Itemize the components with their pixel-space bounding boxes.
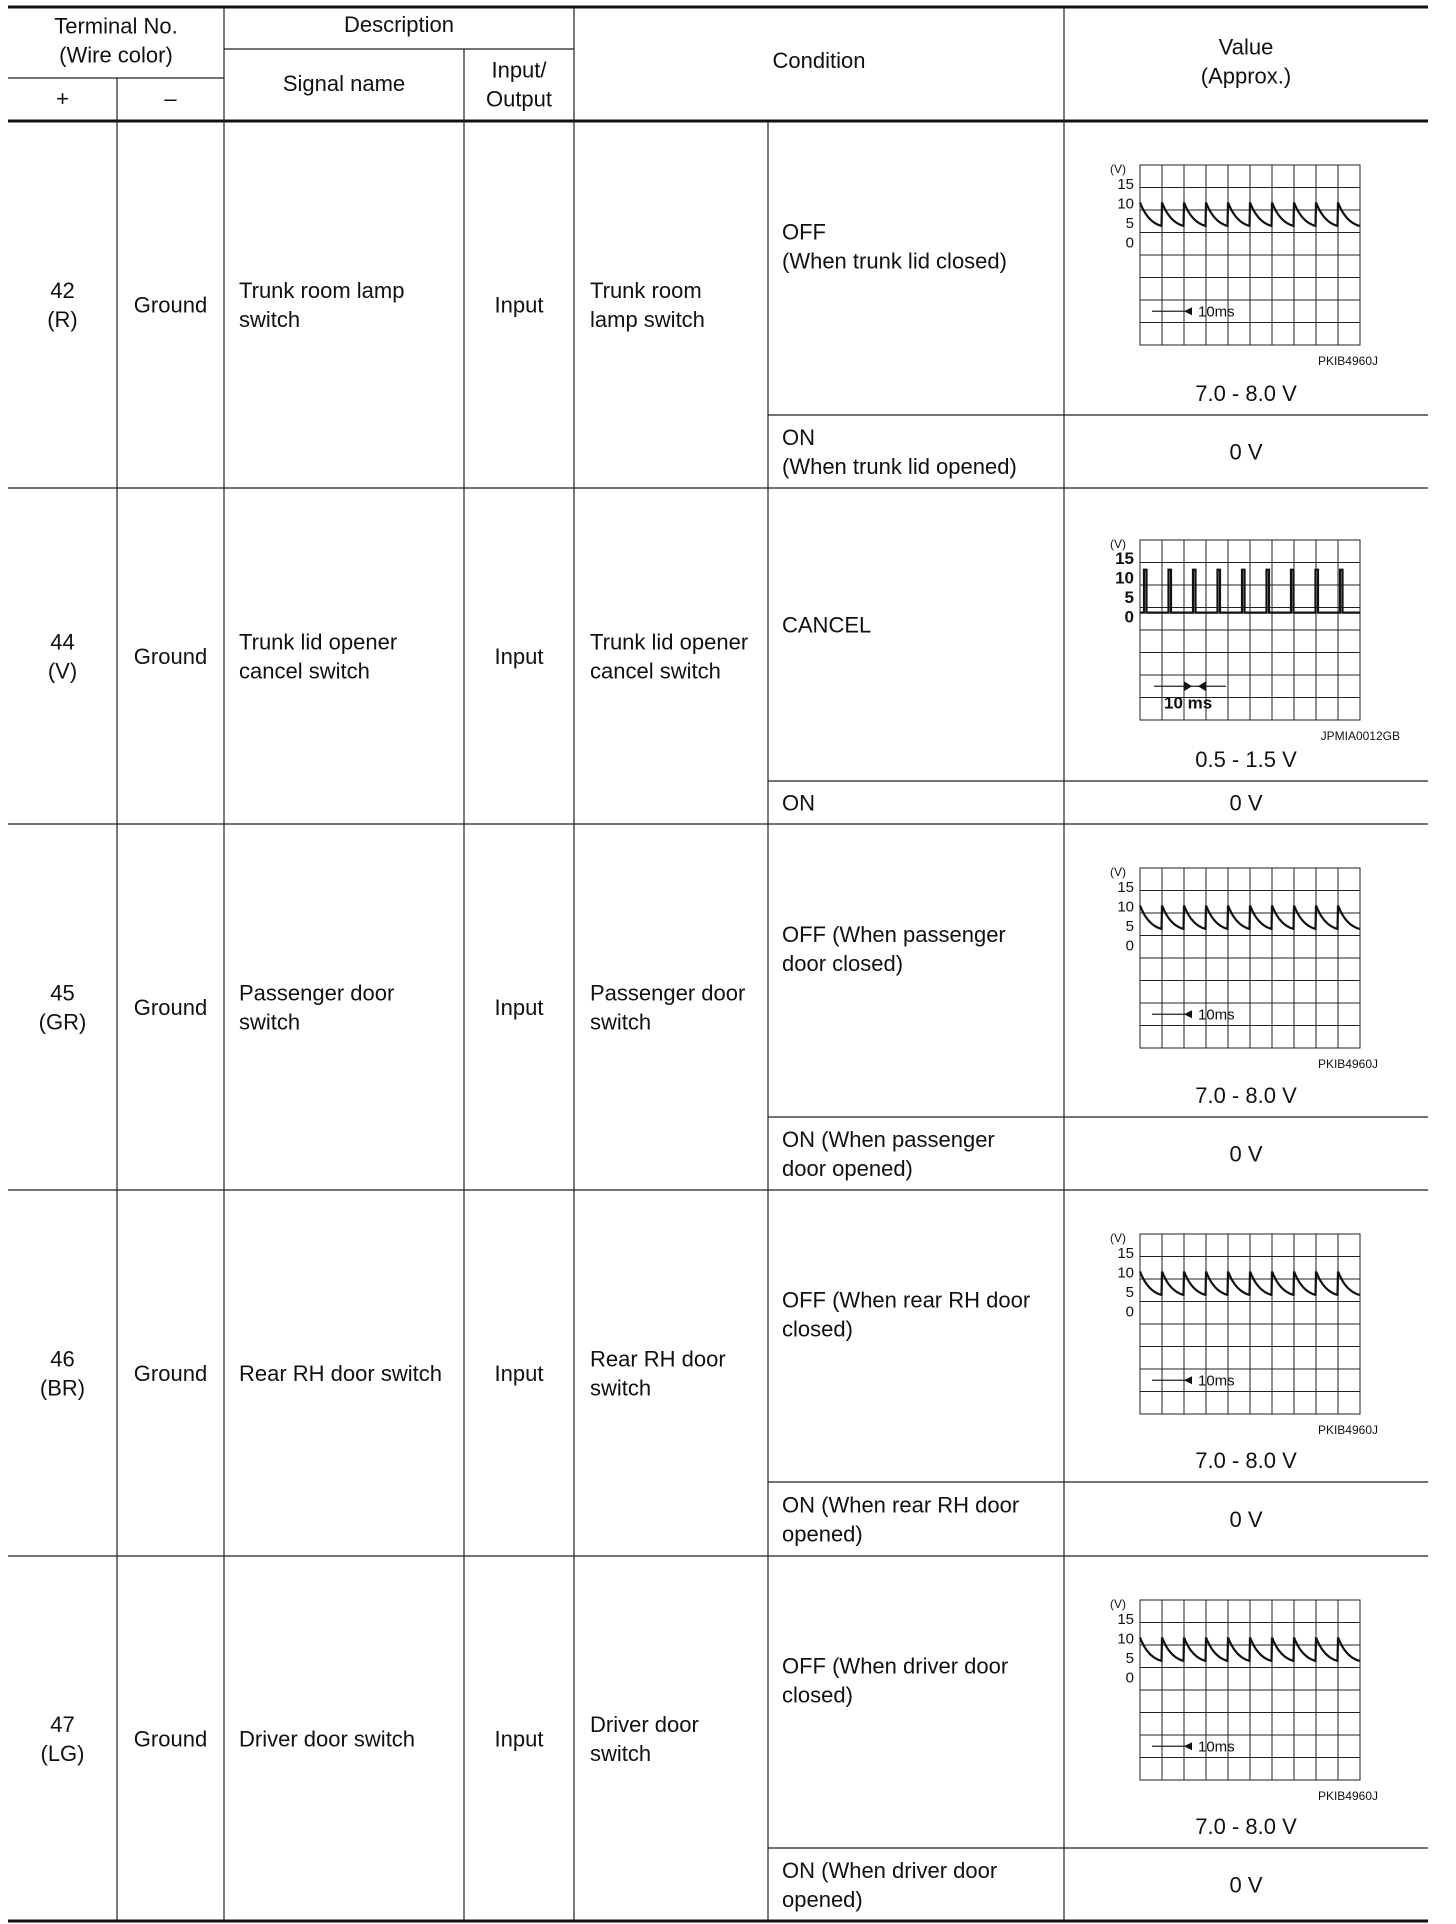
terminal-number: 45 <box>50 980 75 1006</box>
terminal-number: 47 <box>50 1712 75 1737</box>
ground-label: Ground <box>133 1726 208 1752</box>
scope-axis-tick: 5 <box>1125 1284 1134 1301</box>
io-label: Input <box>494 292 544 318</box>
condition-off: CANCEL <box>782 612 872 638</box>
condition-name: Trunk lid opener <box>590 629 749 655</box>
off-value: 7.0 - 8.0 V <box>1195 1448 1297 1473</box>
signal-name: cancel switch <box>239 658 370 684</box>
oscilloscope-graph <box>1140 165 1360 345</box>
condition-name: switch <box>590 1741 652 1766</box>
ground-label: Ground <box>133 995 208 1020</box>
scope-axis-tick: 15 <box>1117 176 1134 193</box>
signal-name: switch <box>239 307 301 332</box>
figure-code: PKIB4960J <box>1317 1423 1378 1437</box>
oscilloscope-graph <box>1140 1234 1360 1414</box>
scope-axis-tick: 10 <box>1117 1264 1134 1282</box>
header-terminal-no: (Wire color) <box>59 42 173 68</box>
io-label: Input <box>494 1726 544 1752</box>
scope-time-arrow <box>1184 1742 1192 1750</box>
condition-name: Rear RH door <box>590 1346 726 1372</box>
header-input-output: Input/ <box>491 57 547 83</box>
scope-time-label: 10ms <box>1198 1738 1235 1756</box>
scope-axis-tick: 10 <box>1117 195 1134 213</box>
scope-time-label: 10ms <box>1198 1372 1235 1390</box>
condition-name: switch <box>590 1375 652 1401</box>
scope-axis-tick: 10 <box>1117 898 1134 916</box>
scope-axis-tick: 10 <box>1115 568 1134 588</box>
scope-waveform <box>1140 906 1360 929</box>
scope-voltage-unit: (V) <box>1110 1597 1126 1611</box>
condition-name: cancel switch <box>590 658 721 684</box>
condition-on: ON (When driver door <box>782 1858 998 1883</box>
condition-name: lamp switch <box>590 307 705 332</box>
header-value: (Approx.) <box>1200 63 1292 89</box>
terminal-number: 46 <box>50 1346 75 1372</box>
figure-code: PKIB4960J <box>1317 1789 1378 1803</box>
scope-voltage-unit: (V) <box>1110 537 1126 551</box>
scope-time-arrow <box>1184 1010 1192 1018</box>
scope-axis-tick: 0 <box>1125 234 1134 252</box>
oscilloscope-graph <box>1140 1600 1360 1780</box>
figure-code: PKIB4960J <box>1317 354 1378 368</box>
on-value: 0 V <box>1229 1141 1263 1167</box>
signal-name: Rear RH door switch <box>239 1361 442 1386</box>
scope-axis-tick: 15 <box>1115 549 1134 568</box>
condition-name: Passenger door <box>590 980 746 1006</box>
terminal-number: 44 <box>50 629 75 655</box>
terminal-number: (R) <box>47 307 78 332</box>
scope-axis-tick: 5 <box>1125 215 1134 232</box>
scope-axis-tick: 0 <box>1125 1669 1134 1687</box>
figure-code: JPMIA0012GB <box>1320 729 1400 743</box>
scope-voltage-unit: (V) <box>1110 162 1126 176</box>
scope-axis-tick: 5 <box>1125 918 1134 935</box>
header-condition: Condition <box>772 48 866 73</box>
ground-label: Ground <box>133 1361 208 1386</box>
scope-time-arrow <box>1198 681 1206 691</box>
figure-code: PKIB4960J <box>1317 1057 1378 1071</box>
terminal-number: (LG) <box>40 1741 85 1766</box>
condition-off: closed) <box>782 1316 853 1342</box>
off-value: 7.0 - 8.0 V <box>1195 381 1297 406</box>
signal-name: switch <box>239 1009 301 1035</box>
condition-on: (When trunk lid opened) <box>782 454 1017 479</box>
scope-axis-tick: 15 <box>1117 1611 1134 1628</box>
condition-off: OFF (When rear RH door <box>782 1287 1031 1313</box>
signal-name: Trunk room lamp <box>239 278 405 303</box>
scope-time-arrow <box>1184 681 1192 691</box>
scope-axis-tick: 5 <box>1124 588 1134 607</box>
on-value: 0 V <box>1229 790 1263 816</box>
condition-name: Driver door <box>590 1712 699 1737</box>
io-label: Input <box>494 644 544 669</box>
off-value: 7.0 - 8.0 V <box>1195 1814 1297 1839</box>
scope-axis-tick: 5 <box>1125 1650 1134 1667</box>
condition-name: Trunk room <box>590 278 702 303</box>
scope-waveform <box>1140 203 1360 226</box>
scope-voltage-unit: (V) <box>1110 865 1126 879</box>
oscilloscope-graph <box>1140 868 1360 1048</box>
on-value: 0 V <box>1229 439 1263 465</box>
ground-label: Ground <box>133 644 208 669</box>
off-value: 7.0 - 8.0 V <box>1195 1083 1297 1108</box>
header-terminal-no: Terminal No. <box>54 13 178 39</box>
header-value: Value <box>1218 34 1274 60</box>
scope-time-label: 10 ms <box>1164 693 1213 713</box>
condition-name: switch <box>590 1009 652 1035</box>
condition-off: (When trunk lid closed) <box>782 248 1007 274</box>
off-value: 0.5 - 1.5 V <box>1195 747 1297 772</box>
terminal-number: (BR) <box>39 1375 86 1401</box>
scope-voltage-unit: (V) <box>1110 1231 1126 1245</box>
signal-name: Trunk lid opener <box>239 629 398 655</box>
condition-on: door opened) <box>782 1156 913 1181</box>
scope-axis-tick: 15 <box>1117 879 1134 896</box>
scope-time-arrow <box>1184 307 1192 315</box>
on-value: 0 V <box>1229 1872 1263 1898</box>
header-input-output: Output <box>485 86 553 112</box>
condition-on: ON <box>782 425 815 450</box>
scope-time-arrow <box>1184 1376 1192 1384</box>
signal-name: Passenger door <box>239 980 395 1006</box>
terminal-number: 42 <box>50 278 75 303</box>
terminal-number: (V) <box>47 658 78 684</box>
scope-axis-tick: 0 <box>1125 937 1134 955</box>
io-label: Input <box>494 995 544 1020</box>
condition-on: ON (When rear RH door <box>782 1492 1020 1518</box>
signal-name: Driver door switch <box>239 1726 416 1752</box>
ground-label: Ground <box>133 292 208 318</box>
scope-axis-tick: 0 <box>1124 607 1134 627</box>
scope-waveform <box>1140 1272 1360 1295</box>
condition-off: OFF <box>782 219 826 245</box>
header-description: Description <box>343 12 455 37</box>
on-value: 0 V <box>1229 1507 1263 1532</box>
condition-off: OFF (When driver door <box>782 1653 1009 1679</box>
scope-axis-tick: 15 <box>1117 1245 1134 1262</box>
header-plus: + <box>56 86 69 111</box>
condition-off: closed) <box>782 1682 853 1708</box>
condition-on: ON (When passenger <box>782 1127 995 1152</box>
condition-on: opened) <box>782 1521 863 1547</box>
scope-axis-tick: 0 <box>1125 1303 1134 1321</box>
io-label: Input <box>494 1361 544 1386</box>
header-minus: – <box>164 86 177 111</box>
condition-on: ON <box>782 790 815 816</box>
scope-time-label: 10ms <box>1198 303 1235 321</box>
condition-on: opened) <box>782 1887 863 1912</box>
condition-off: door closed) <box>782 951 904 976</box>
terminal-number: (GR) <box>38 1009 87 1035</box>
header-signal-name: Signal name <box>282 71 406 96</box>
condition-off: OFF (When passenger <box>782 922 1006 947</box>
scope-axis-tick: 10 <box>1117 1630 1134 1648</box>
scope-waveform <box>1140 1638 1360 1661</box>
scope-time-label: 10ms <box>1198 1006 1235 1024</box>
